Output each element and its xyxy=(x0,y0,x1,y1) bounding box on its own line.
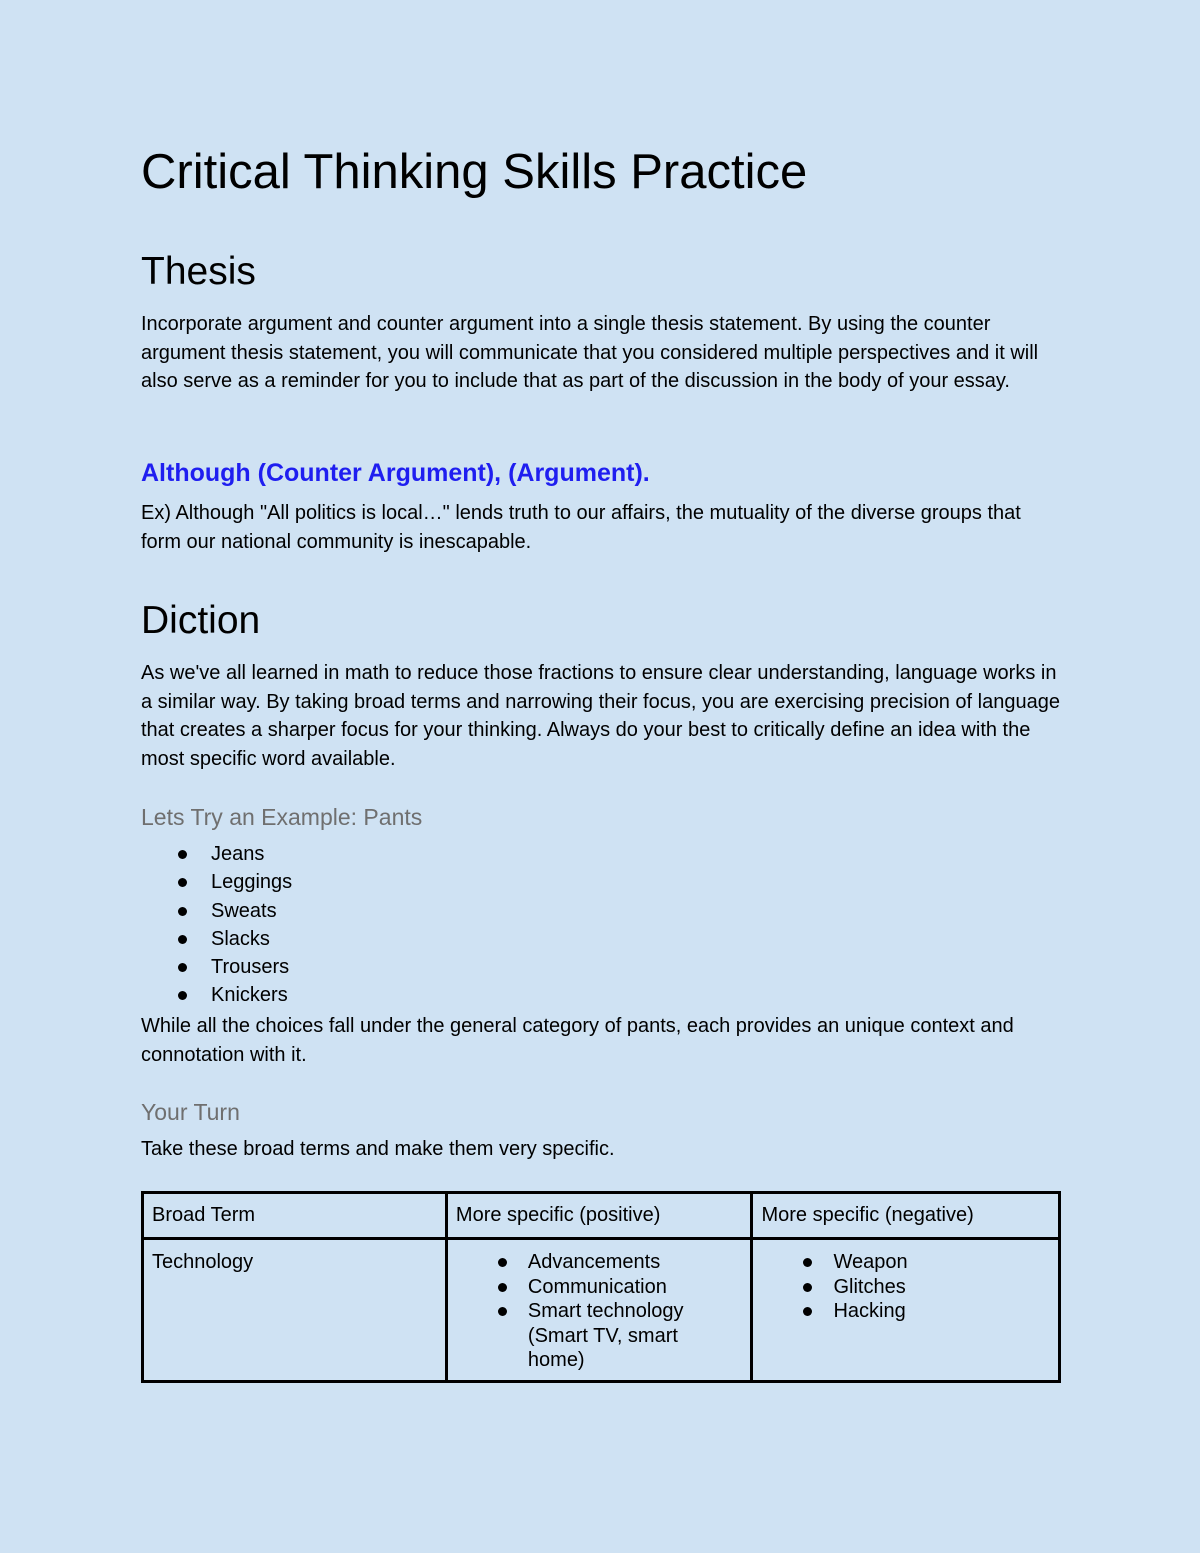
list-item xyxy=(761,1299,1008,1324)
your-turn-heading: Your Turn xyxy=(141,1099,240,1125)
list-item xyxy=(141,981,292,1009)
thesis-body: Incorporate argument and counter argument into a single thesis statement. By using the counter argument thesis statement, you will communicate that you considered multiple perspectives and it will also serve as a reminder for you to include that as part of the discussion in the body of your essay. xyxy=(141,313,1039,393)
diction-heading: Diction xyxy=(141,599,261,642)
bullet-icon xyxy=(178,878,187,887)
list-item-label: Trousers xyxy=(211,956,290,979)
example-list xyxy=(141,840,292,1010)
bullet-icon xyxy=(178,850,187,859)
list-item xyxy=(456,1250,703,1275)
list-item xyxy=(761,1250,1008,1275)
list-item xyxy=(141,925,292,953)
list-item-label: Advancements xyxy=(527,1251,661,1273)
list-item-label: Communication xyxy=(527,1275,667,1298)
bullet-icon xyxy=(498,1258,507,1267)
list-item-label: Leggings xyxy=(211,871,293,894)
list-item-label: Jeans xyxy=(211,843,265,865)
terms-table xyxy=(141,1191,1061,1383)
header-negative: More specific (negative) xyxy=(752,1193,1060,1239)
instruction-text: Take these broad terms and make them very specific. xyxy=(141,1138,615,1160)
list-item xyxy=(141,840,292,868)
list-item xyxy=(141,897,292,925)
header-broad-term: Broad Term xyxy=(143,1193,447,1239)
list-item-label: Knickers xyxy=(211,984,288,1007)
bullet-icon xyxy=(178,963,187,972)
bullet-icon xyxy=(803,1258,812,1267)
table-header-row xyxy=(143,1193,1060,1239)
thesis-heading: Thesis xyxy=(141,250,256,293)
table-row xyxy=(143,1239,1060,1382)
bullet-icon xyxy=(178,935,187,944)
negative-list xyxy=(761,1250,1050,1324)
bullet-icon xyxy=(498,1283,507,1292)
list-item-label: Smart technology (Smart TV, smart home) xyxy=(527,1300,684,1371)
cell-broad-term: Technology xyxy=(143,1239,447,1382)
cell-positive xyxy=(446,1239,752,1382)
bullet-icon xyxy=(803,1283,812,1292)
bullet-icon xyxy=(178,907,187,916)
list-item-label: Weapon xyxy=(833,1251,908,1273)
list-item xyxy=(456,1299,703,1373)
list-item xyxy=(141,953,292,981)
thesis-formula: Although (Counter Argument), (Argument). xyxy=(141,459,650,487)
bullet-icon xyxy=(178,991,187,1000)
document-title: Critical Thinking Skills Practice xyxy=(141,145,808,199)
bullet-icon xyxy=(803,1307,812,1316)
list-item-label: Sweats xyxy=(211,899,277,922)
list-item xyxy=(141,868,292,896)
list-item-label: Slacks xyxy=(211,927,270,950)
list-item xyxy=(761,1275,1008,1300)
list-item-label: Hacking xyxy=(833,1300,906,1322)
list-item-label: Glitches xyxy=(833,1275,906,1298)
cell-negative xyxy=(752,1239,1060,1382)
example-heading: Lets Try an Example: Pants xyxy=(141,804,423,830)
thesis-example: Ex) Although "All politics is local…" lends truth to our affairs, the mutuality of the diverse groups that form our national community is inescapable. xyxy=(141,502,1021,553)
bullet-icon xyxy=(498,1307,507,1316)
header-positive: More specific (positive) xyxy=(446,1193,752,1239)
positive-list xyxy=(456,1250,743,1373)
diction-body: As we've all learned in math to reduce those fractions to ensure clear understanding, language works in a similar way. By taking broad terms and narrowing their focus, you are exercising precision of language that creates a sharper focus for your thinking. Always do your best to critically define an idea with the most specific word available. xyxy=(141,662,1060,771)
diction-summary: While all the choices fall under the general category of pants, each provides an unique context and connotation with it. xyxy=(141,1015,1014,1066)
list-item xyxy=(456,1275,703,1300)
